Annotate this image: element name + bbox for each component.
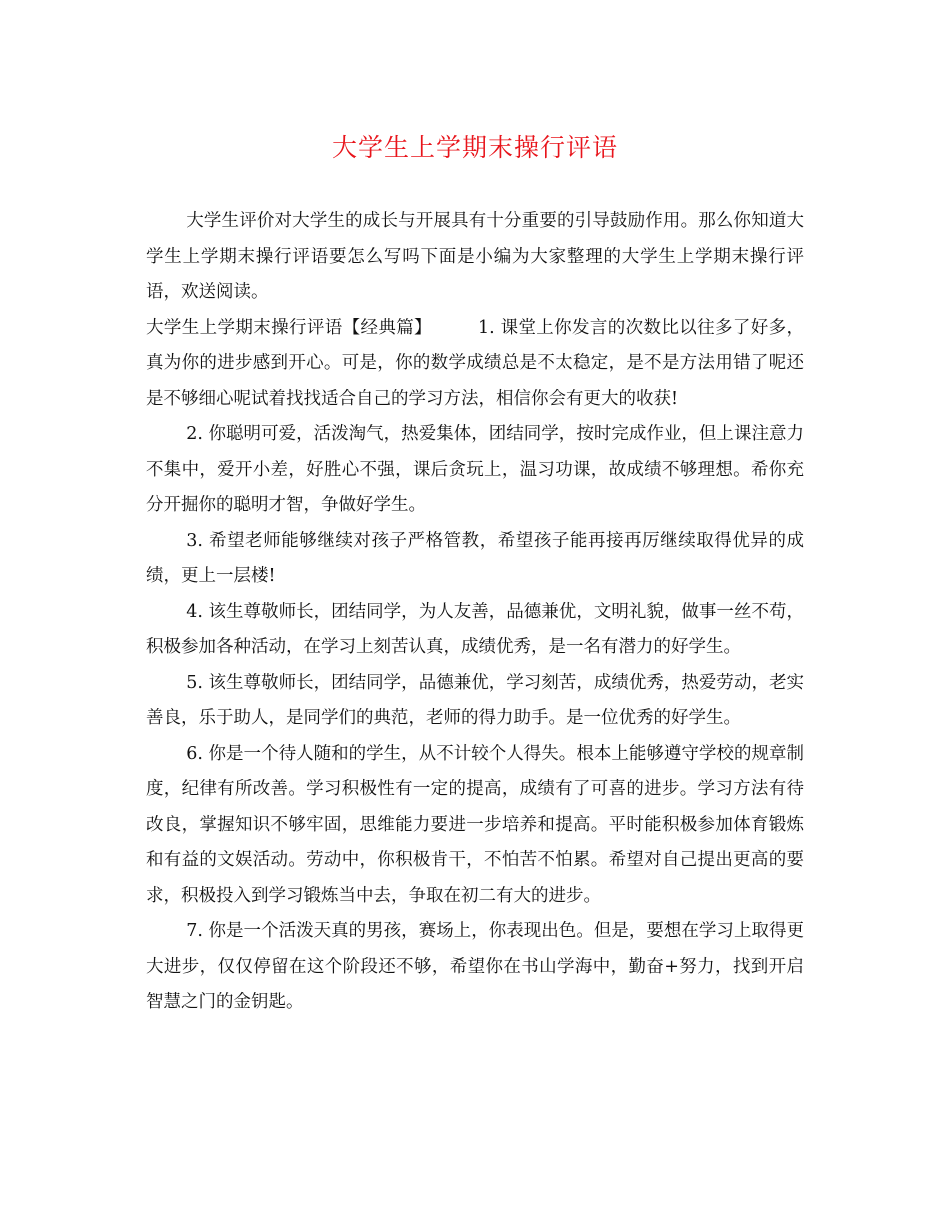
comment-item-2: 2. 你聪明可爱，活泼淘气，热爱集体，团结同学，按时完成作业，但上课注意力不集中，爱开小差，好胜心不强，课后贪玩上，温习功课，故成绩不够理想。希你充分开掘你的聪明才智，争做好学生。 (146, 424, 804, 515)
comment-item-5: 5. 该生尊敬师长，团结同学，品德兼优，学习刻苦，成绩优秀，热爱劳动，老实善良，乐于助人，是同学们的典范，老师的得力助手。是一位优秀的好学生。 (146, 672, 804, 728)
comment-item-1: 1. 课堂上你发言的次数比以往多了好多，真为你的进步感到开心。可是，你的数学成绩总是不太稳定，是不是方法用错了呢还是不够细心呢试着找找适合自己的学习方法，相信你会有更大的收获! (146, 317, 804, 409)
section-label: 大学生上学期末操行评语【经典篇】 (146, 317, 432, 338)
intro-paragraph: 大学生评价对大学生的成长与开展具有十分重要的引导鼓励作用。那么你知道大学生上学期末操行评语要怎么写吗下面是小编为大家整理的大学生上学期末操行评语，欢送阅读。 (146, 211, 804, 302)
comment-item-6: 6. 你是一个待人随和的学生，从不计较个人得失。根本上能够遵守学校的规章制度，纪律有所改善。学习积极性有一定的提高，成绩有了可喜的进步。学习方法有待改良，掌握知识不够牢固，思维能力要进一步培养和提高。平时能积极参加体育锻炼和有益的文娱活动。劳动中，你积极肯干，不怕苦不怕累。希望对自己提出更高的要求，积极投入到学习锻炼当中去，争取在初二有大的进步。 (146, 743, 804, 906)
comment-item-7: 7. 你是一个活泼天真的男孩，赛场上，你表现出色。但是，要想在学习上取得更大进步，仅仅停留在这个阶段还不够，希望你在书山学海中，勤奋+努力，找到开启智慧之门的金钥匙。 (146, 921, 804, 1012)
document-title: 大学生上学期末操行评语 (331, 133, 618, 162)
comment-item-3: 3. 希望老师能够继续对孩子严格管教，希望孩子能再接再厉继续取得优异的成绩，更上一层楼! (146, 530, 804, 586)
comment-item-4: 4. 该生尊敬师长，团结同学，为人友善，品德兼优，文明礼貌，做事一丝不苟，积极参加各种活动，在学习上刻苦认真，成绩优秀，是一名有潜力的好学生。 (146, 601, 804, 657)
document-body (146, 204, 804, 1021)
section-paragraph (146, 311, 804, 418)
